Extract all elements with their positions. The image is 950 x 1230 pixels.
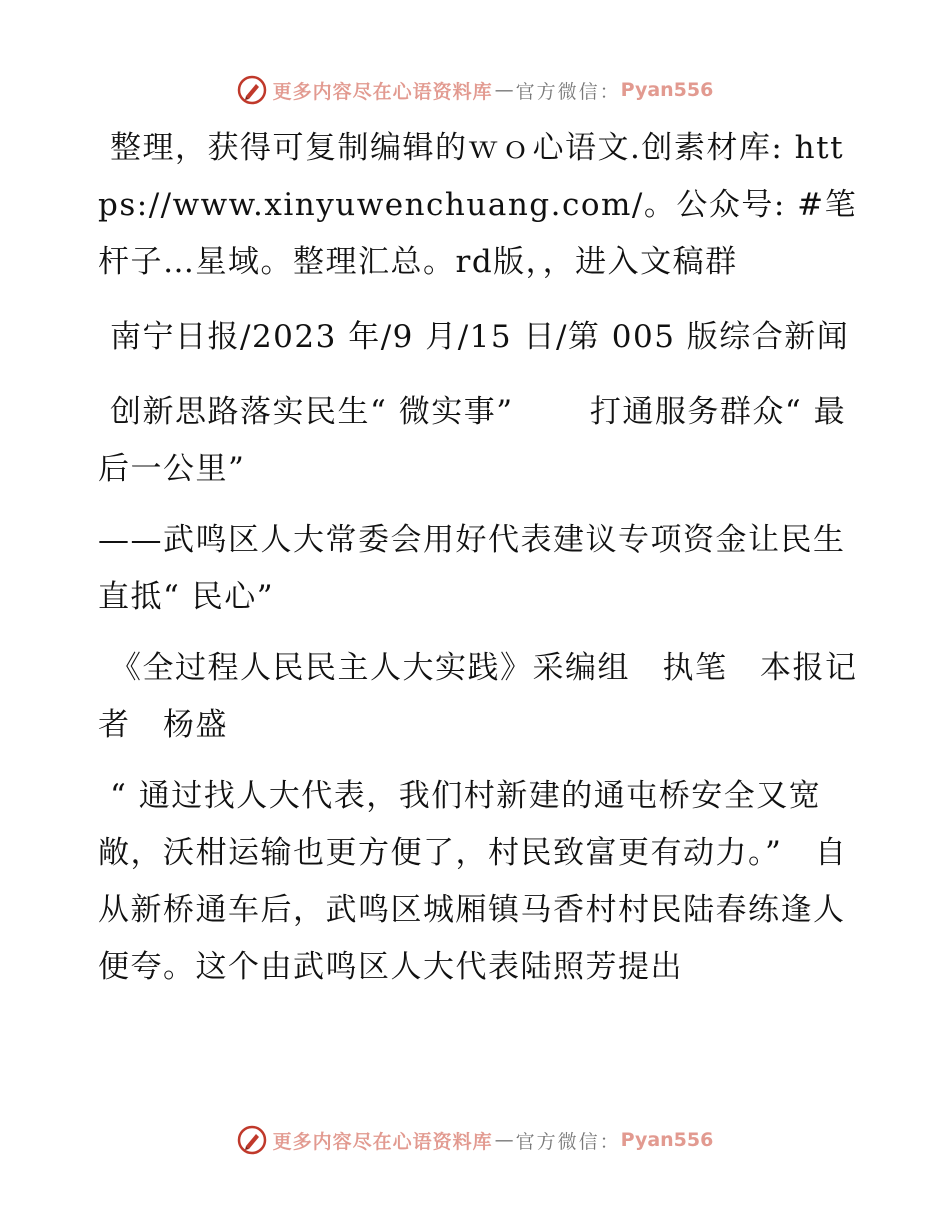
watermark-label: 官方微信：: [515, 80, 621, 103]
pen-logo-icon: [237, 75, 267, 105]
footer-watermark: [0, 1122, 950, 1158]
article-byline: 《全过程人民民主人大实践》采编组 执笔 本报记者 杨盛: [98, 650, 858, 743]
pen-logo-icon: [237, 1125, 267, 1155]
watermark-separator: —: [494, 1129, 514, 1151]
article-body-paragraph: “ 通过找人大代表，我们村新建的通屯桥安全又宽敞，沃柑运输也更方便了，村民致富更有动力。” 自从新桥通车后，武鸣区城厢镇马香村村民陆春练逢人便夸。这个由武鸣区人大代表陆照芳提出: [98, 778, 848, 985]
watermark-wechat-id: Pyan556: [620, 79, 714, 101]
watermark-separator: —: [494, 79, 514, 101]
intro-paragraph: 整理，获得可复制编辑的ｗｏ心语文.创素材库: https://www.xinyuwenchuang.com/。公众号: #笔杆子…星域。整理汇总。rd版，，进入文稿群: [98, 130, 858, 280]
source-line: 南宁日报/2023 年/9 月/15 日/第 005 版综合新闻: [110, 319, 850, 355]
document-body: [98, 120, 858, 996]
watermark-text: 更多内容尽在心语资料库: [272, 1130, 493, 1153]
article-subtitle: ——武鸣区人大常委会用好代表建议专项资金让民生直抵“ 民心”: [98, 522, 846, 615]
watermark-wechat-id: Pyan556: [620, 1129, 714, 1151]
watermark-label: 官方微信：: [515, 1130, 621, 1153]
article-headline: 创新思路落实民生“ 微实事” 打通服务群众“ 最后一公里”: [98, 394, 847, 487]
watermark-text: 更多内容尽在心语资料库: [272, 80, 493, 103]
header-watermark: [0, 72, 950, 108]
